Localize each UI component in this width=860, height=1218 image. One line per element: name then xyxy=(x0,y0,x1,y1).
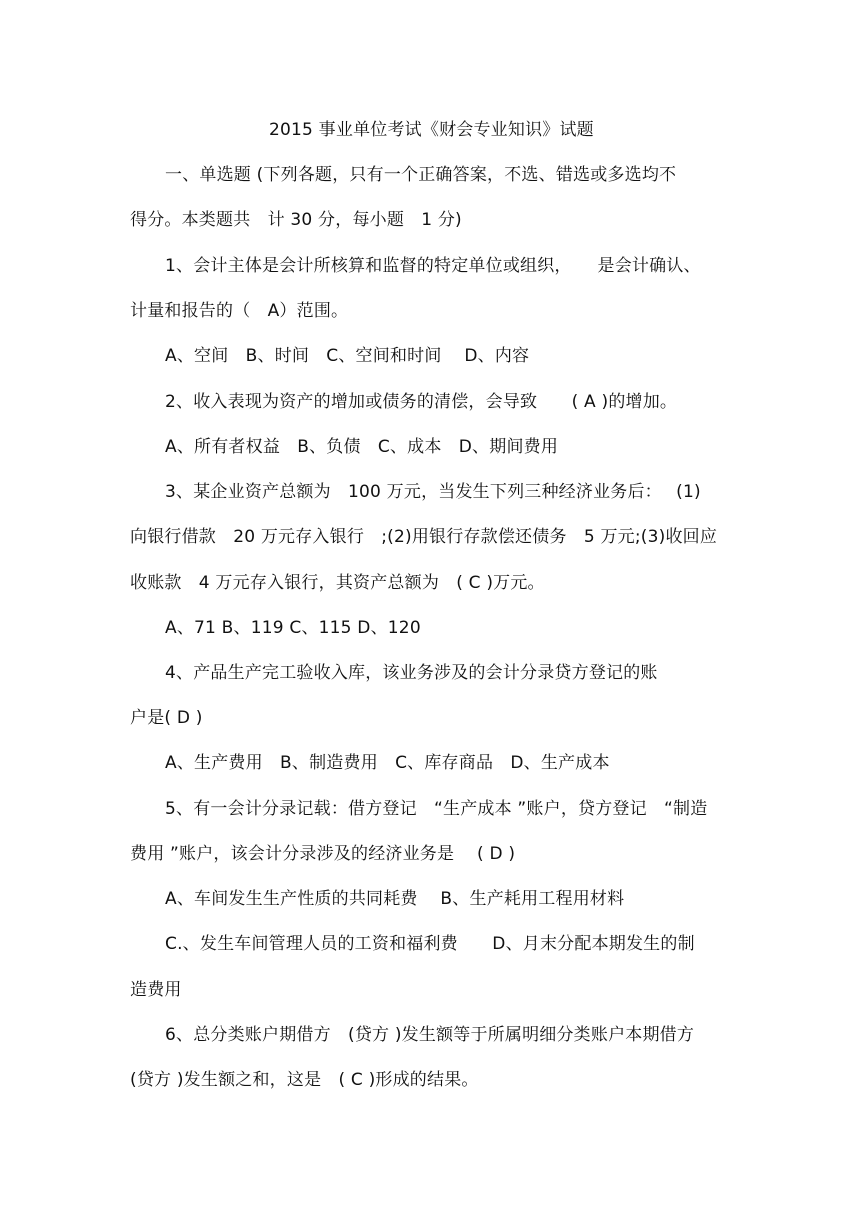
question-4-stem-line-1: 4、产品生产完工验收入库，该业务涉及的会计分录贷方登记的账 xyxy=(165,663,658,683)
question-6-stem-line-2: (贷方 )发生额之和，这是 ( C )形成的结果。 xyxy=(130,1070,479,1090)
question-2-options: A、所有者权益 B、负债 C、成本 D、期间费用 xyxy=(165,437,559,457)
question-3-stem-line-2: 向银行借款 20 万元存入银行 ;(2)用银行存款偿还债务 5 万元;(3)收回应 xyxy=(130,527,718,547)
question-1-stem-line-2: 计量和报告的（ A）范围。 xyxy=(130,301,349,321)
question-1-options: A、空间 B、时间 C、空间和时间 D、内容 xyxy=(165,346,530,366)
question-6-stem-line-1: 6、总分类账户期借方 (贷方 )发生额等于所属明细分类账户本期借方 xyxy=(165,1025,695,1045)
question-5-stem-line-2: 费用 ”账户，该会计分录涉及的经济业务是 ( D ) xyxy=(130,844,516,864)
question-3-options: A、71 B、119 C、115 D、120 xyxy=(165,618,421,638)
question-1-stem-line-1: 1、会计主体是会计所核算和监督的特定单位或组织， 是会计确认、 xyxy=(165,256,701,276)
question-5-stem-line-1: 5、有一会计分录记载：借方登记 “生产成本 ”账户，贷方登记 “制造 xyxy=(165,799,708,819)
question-3-stem-line-1: 3、某企业资产总额为 100 万元，当发生下列三种经济业务后： (1) xyxy=(165,482,701,502)
question-5-options-line-1: A、车间发生生产性质的共同耗费 B、生产耗用工程用材料 xyxy=(165,889,625,909)
question-5-options-line-3: 造费用 xyxy=(130,980,182,1000)
question-3-stem-line-3: 收账款 4 万元存入银行，其资产总额为 ( C )万元。 xyxy=(130,573,545,593)
question-4-stem-line-2: 户是( D ) xyxy=(130,708,203,728)
question-4-options: A、生产费用 B、制造费用 C、库存商品 D、生产成本 xyxy=(165,753,610,773)
section-heading-line-1: 一、单选题 (下列各题，只有一个正确答案，不选、错选或多选均不 xyxy=(165,165,677,185)
section-heading-line-2: 得分。本类题共 计 30 分，每小题 1 分) xyxy=(130,210,462,230)
document-title: 2015 事业单位考试《财会专业知识》试题 xyxy=(269,120,594,140)
question-5-options-line-2: C.、发生车间管理人员的工资和福利费 D、月末分配本期发生的制 xyxy=(165,934,695,954)
question-2-stem: 2、收入表现为资产的增加或债务的清偿，会导致 ( A )的增加。 xyxy=(165,392,678,412)
